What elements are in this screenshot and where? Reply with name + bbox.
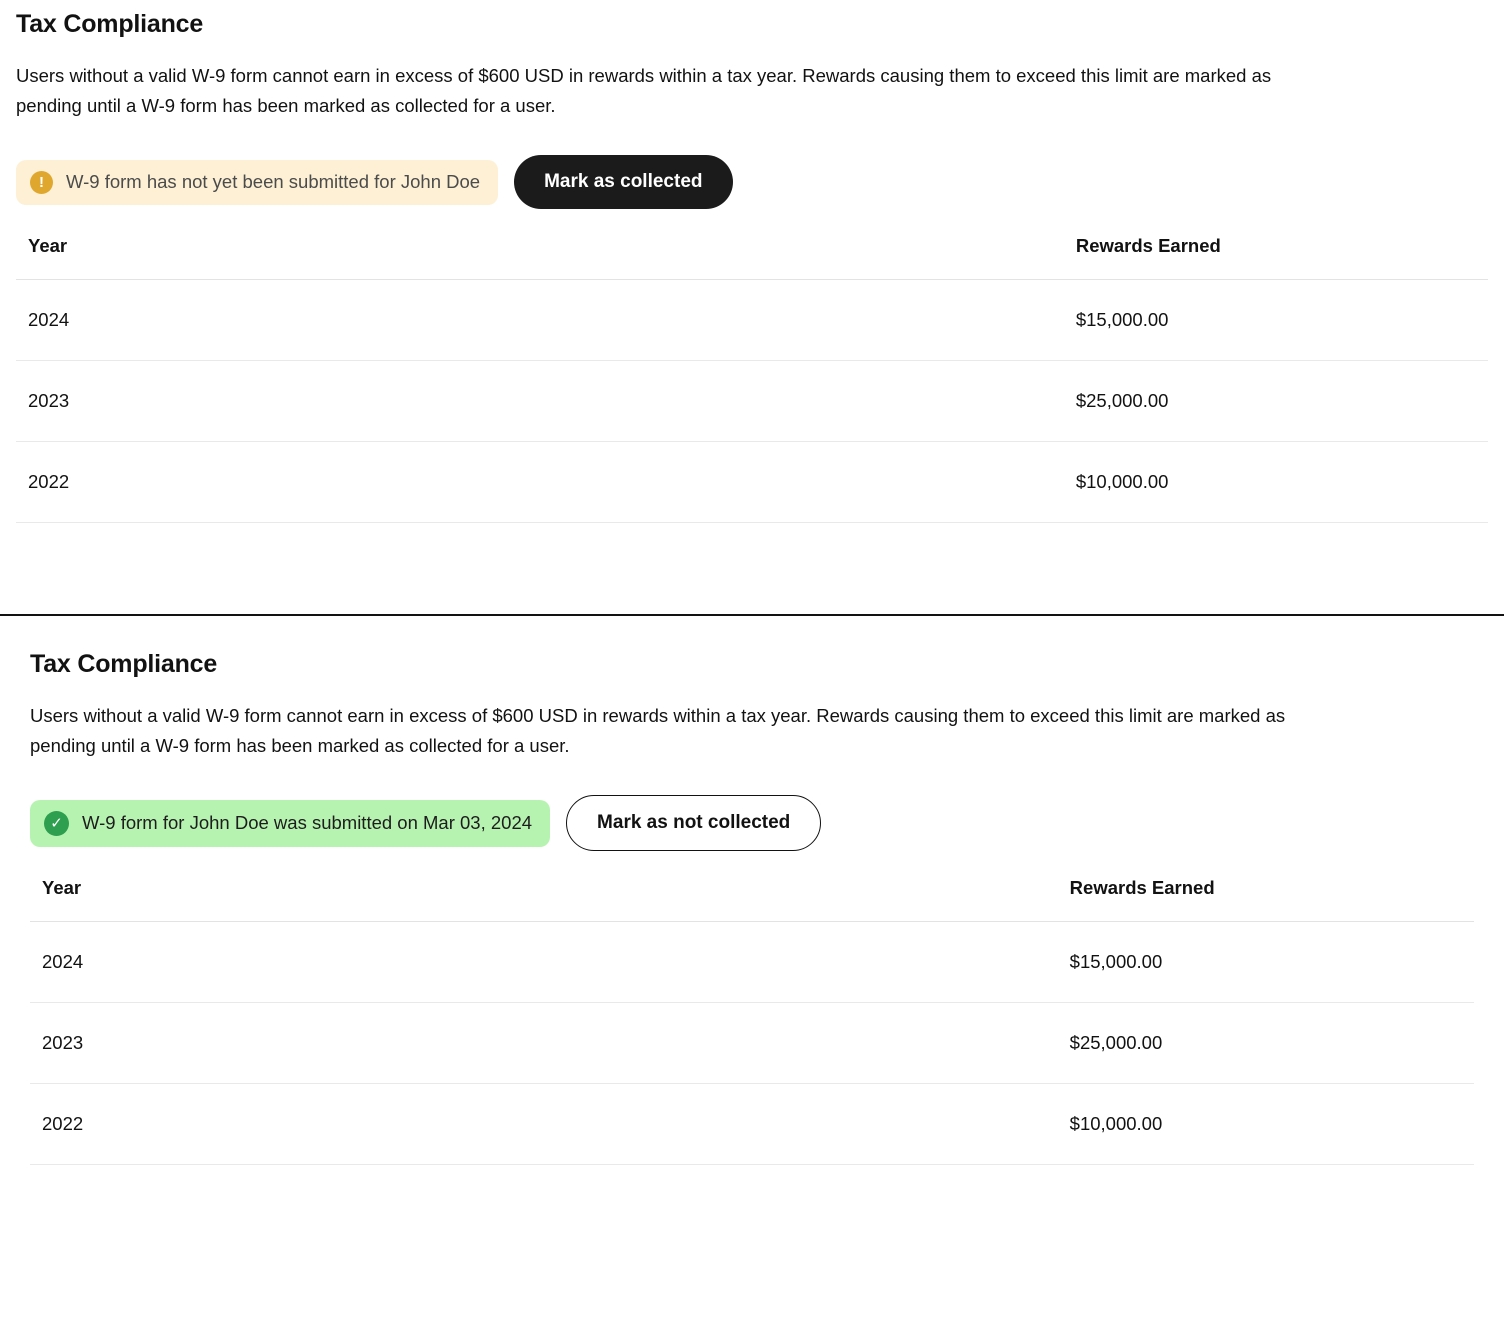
table-row — [30, 1084, 1474, 1165]
cell-year: 2024 — [30, 922, 1070, 1003]
cell-year: 2022 — [30, 1084, 1070, 1165]
status-badge-label: W-9 form for John Doe was submitted on Mar 03, 2024 — [82, 812, 533, 834]
cell-rewards-earned: $25,000.00 — [1070, 1003, 1474, 1084]
mark-as-not-collected-button[interactable]: Mark as not collected — [566, 795, 821, 851]
cell-rewards-earned: $10,000.00 — [1076, 442, 1488, 523]
column-header-year: Year — [30, 877, 1070, 922]
table-header-row — [30, 877, 1474, 922]
table-row — [16, 442, 1488, 523]
column-header-rewards-earned: Rewards Earned — [1070, 877, 1474, 922]
cell-rewards-earned: $15,000.00 — [1076, 280, 1488, 361]
section-description: Users without a valid W-9 form cannot earn in excess of $600 USD in rewards within a tax year. Rewards causing them to exceed this limit are marked as pending until a W-9 form has been marked as collected for a user. — [16, 65, 1272, 117]
cell-year: 2024 — [16, 280, 1076, 361]
tax-compliance-panel-pending — [0, 0, 1504, 614]
cell-year: 2023 — [16, 361, 1076, 442]
table-row — [16, 280, 1488, 361]
status-row — [16, 155, 1488, 209]
cell-rewards-earned: $25,000.00 — [1076, 361, 1488, 442]
status-badge-w9-pending — [16, 160, 498, 205]
rewards-table — [16, 235, 1488, 523]
status-row — [30, 795, 1474, 851]
cell-rewards-earned: $10,000.00 — [1070, 1084, 1474, 1165]
column-header-rewards-earned: Rewards Earned — [1076, 235, 1488, 280]
page-title: Tax Compliance — [16, 10, 204, 38]
table-row — [16, 361, 1488, 442]
column-header-year: Year — [16, 235, 1076, 280]
page-title: Tax Compliance — [30, 650, 218, 678]
warning-icon: ! — [30, 171, 53, 194]
rewards-table — [30, 877, 1474, 1165]
status-badge-label: W-9 form has not yet been submitted for John Doe — [66, 171, 481, 193]
cell-year: 2023 — [30, 1003, 1070, 1084]
mark-as-collected-button[interactable]: Mark as collected — [514, 155, 732, 209]
status-badge-w9-collected — [30, 800, 550, 847]
cell-year: 2022 — [16, 442, 1076, 523]
table-header-row — [16, 235, 1488, 280]
section-description: Users without a valid W-9 form cannot earn in excess of $600 USD in rewards within a tax year. Rewards causing them to exceed this limit are marked as pending until a W-9 form has been marked as collected for a user. — [30, 705, 1286, 757]
table-row — [30, 922, 1474, 1003]
check-circle-icon: ✓ — [44, 811, 69, 836]
cell-rewards-earned: $15,000.00 — [1070, 922, 1474, 1003]
table-row — [30, 1003, 1474, 1084]
tax-compliance-panel-collected — [0, 616, 1504, 1328]
